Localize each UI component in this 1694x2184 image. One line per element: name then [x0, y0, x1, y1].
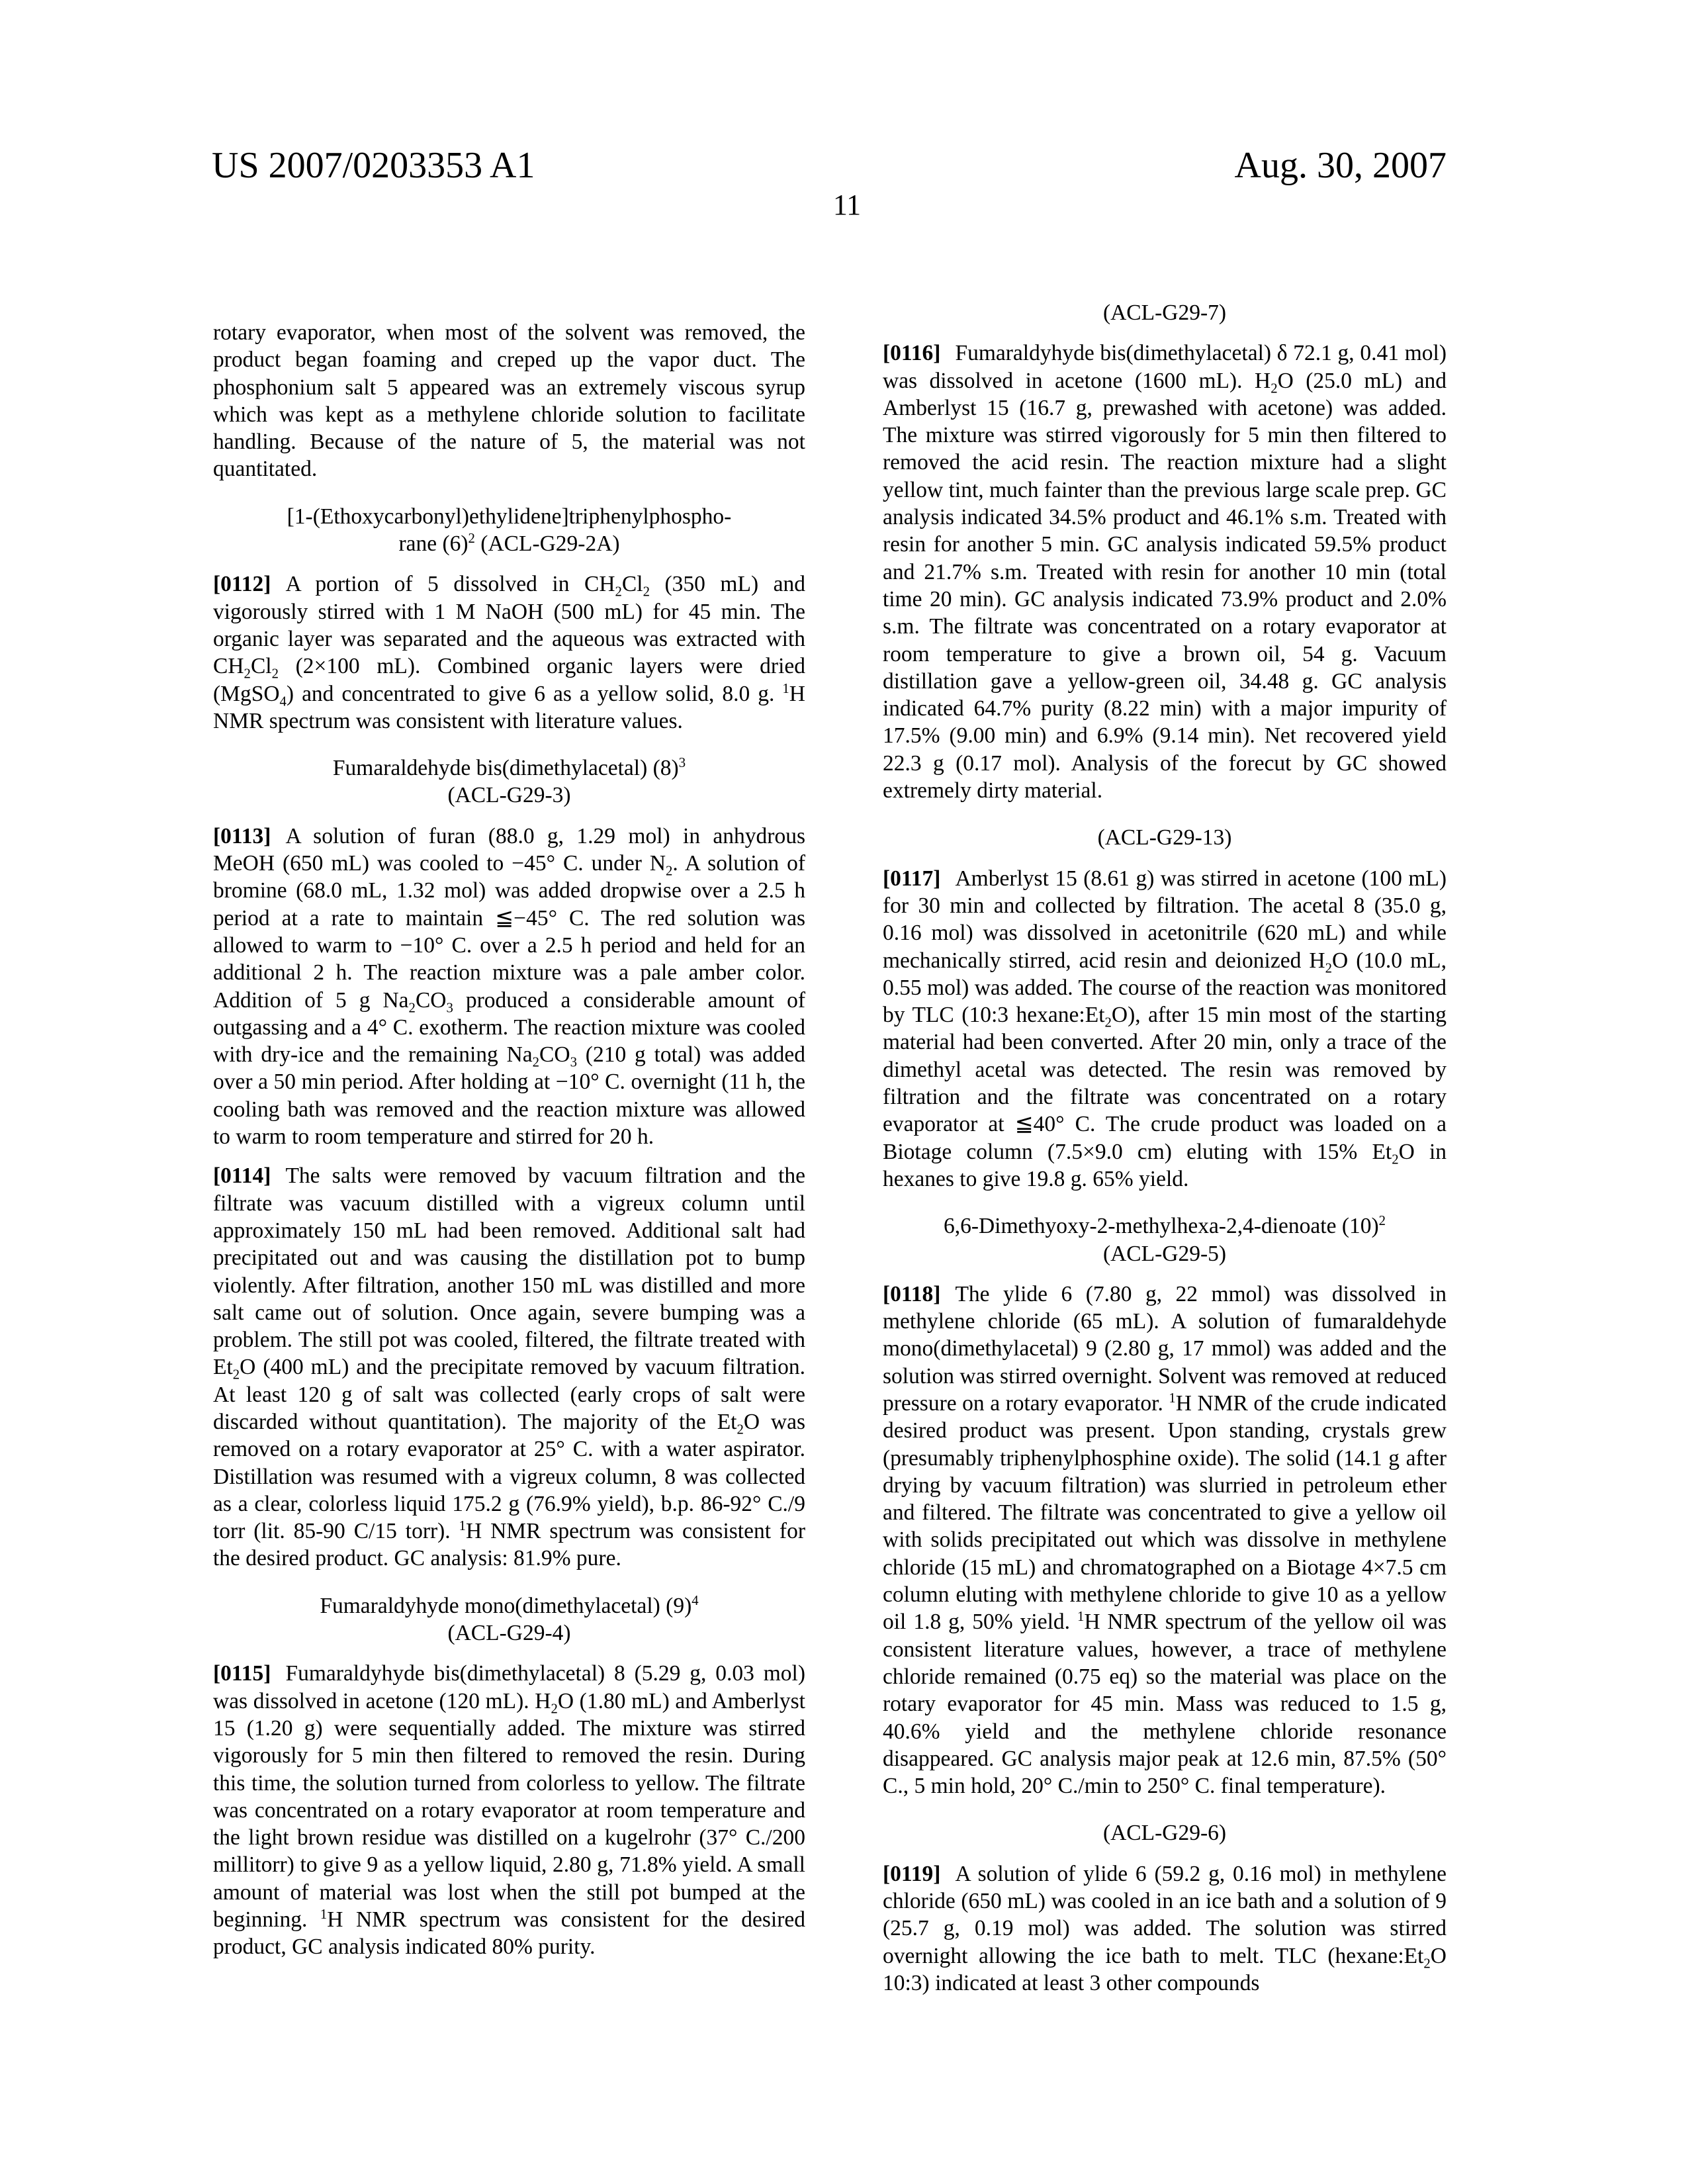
superscript: 1	[459, 1518, 466, 1533]
paragraph	[883, 340, 1447, 804]
text-run: CO	[539, 1042, 570, 1067]
publication-number: US 2007/0203353 A1	[212, 144, 535, 187]
text-run: Fumaraldyhyde bis(dimethylacetal) δ 72.1 g, 0.41 mol) was dissolved in acetone (1600 mL). H	[883, 341, 1447, 392]
text-run: O in hexanes to give 19.8 g. 65% yield.	[883, 1140, 1447, 1191]
paragraph	[213, 319, 805, 483]
heading-line	[213, 1592, 805, 1619]
section-heading	[883, 824, 1447, 851]
text-run: . A solution of bromine (68.0 mL, 1.32 mol) was added dropwise over a 2.5 h period at a rate to maintain ≦−45° C. The red solution was allowed to warm to −10° C. over a 2.5 h period and held for an additional 2 h. The reaction mixture was a pale amber color. Addition of 5 g Na	[213, 851, 805, 1012]
subscript: 2	[409, 1000, 416, 1015]
superscript: 1	[320, 1907, 327, 1922]
subscript: 2	[272, 666, 279, 682]
text-run: rotary evaporator, when most of the solvent was removed, the product began foaming and creped up the vapor duct. The phosphonium salt 5 appeared was an extremely viscous syrup which was kept as a methylene chloride solution to facilitate handling. Because of the nature of 5, the material was not quantitated.	[213, 320, 805, 481]
subscript: 2	[1423, 1956, 1430, 1971]
subscript: 2	[1105, 1015, 1112, 1030]
paragraph	[883, 865, 1447, 1193]
text-run: H NMR of the crude indicated desired product was present. Upon standing, crystals grew (presumably triphenylphosphine oxide). The solid (14.1 g after drying by vacuum filtration) was slurried in petroleum ether and filtered. The filtrate was concentrated to give a yellow oil with solids precipitated out which was dissolve in methylene chloride (15 mL) and chromatographed on a Biotage 4×7.5 cm column eluting with methylene chloride to give 10 as a yellow oil 1.8 g, 50% yield.	[883, 1391, 1447, 1634]
paragraph-number: [0116]	[883, 341, 940, 365]
heading-line	[213, 782, 805, 809]
paragraph	[213, 823, 805, 1151]
subscript: 2	[666, 864, 672, 879]
paragraph	[213, 570, 805, 735]
paragraph-number: [0114]	[213, 1163, 271, 1188]
text-run: H NMR spectrum was consistent for the desired product, GC analysis indicated 80% purity.	[213, 1907, 805, 1959]
text-run: H NMR spectrum of the yellow oil was consistent literature values, however, a trace of methylene chloride remained (0.75 eq) so the material was place on the rotary evaporator for 45 min. Mass was reduced to 1.5 g, 40.6% yield and the methylene chloride resonance disappeared. GC analysis major peak at 12.6 min, 87.5% (50° C., 5 min hold, 20° C./min to 250° C. final temperature).	[883, 1610, 1447, 1798]
heading-line	[213, 754, 805, 782]
section-heading	[883, 1212, 1447, 1267]
text-run: (350 mL) and vigorously stirred with 1 M NaOH (500 mL) for 45 min. The organic layer was separated and the aqueous was extracted with CH	[213, 572, 805, 678]
paragraph	[883, 1860, 1447, 1997]
text-run: (ACL-G29-2A)	[475, 531, 620, 556]
text-run: CO	[416, 988, 447, 1013]
paragraph-number: [0119]	[883, 1862, 940, 1886]
text-run: [1-(Ethoxycarbonyl)ethylidene]triphenylphospho-	[287, 504, 732, 529]
subscript: 2	[1392, 1152, 1398, 1167]
subscript: 2	[1325, 960, 1332, 976]
heading-line	[883, 1212, 1447, 1240]
text-run: (ACL-G29-7)	[1103, 300, 1226, 325]
text-run: ) and concentrated to give 6 as a yellow solid, 8.0 g.	[287, 682, 782, 706]
text-run: rane (6)	[398, 531, 468, 556]
text-run: (ACL-G29-13)	[1098, 825, 1232, 850]
text-run: Cl	[251, 654, 272, 678]
paragraph	[883, 1281, 1447, 1800]
heading-line	[213, 530, 805, 557]
heading-line	[883, 824, 1447, 851]
superscript: 1	[1169, 1390, 1175, 1406]
subscript: 2	[533, 1055, 539, 1070]
heading-line	[883, 1240, 1447, 1267]
publication-date: Aug. 30, 2007	[1235, 144, 1447, 187]
section-heading	[883, 299, 1447, 326]
text-run: The ylide 6 (7.80 g, 22 mmol) was dissolved in methylene chloride (65 mL). A solution of fumaraldehyde mono(dimethylacetal) 9 (2.80 g, 17 mmol) was added and the solution was stirred overnight. Solvent was removed at reduced pressure on a rotary evaporator.	[883, 1282, 1447, 1416]
subscript: 2	[643, 584, 650, 600]
subscript: 3	[570, 1055, 577, 1070]
paragraph-number: [0118]	[883, 1282, 940, 1306]
text-run: produced a considerable amount of outgassing and a 4° C. exotherm. The reaction mixture was cooled with dry-ice and the remaining Na	[213, 988, 805, 1068]
superscript: 2	[468, 531, 475, 546]
right-column	[883, 299, 1447, 2009]
superscript: 1	[782, 680, 789, 696]
paragraph	[213, 1660, 805, 1960]
superscript: 3	[679, 755, 686, 770]
text-run: O 10:3) indicated at least 3 other compounds	[883, 1944, 1447, 1995]
subscript: 2	[551, 1701, 557, 1716]
subscript: 2	[1270, 381, 1277, 396]
paragraph-number: [0112]	[213, 572, 271, 596]
text-run: 6,6-Dimethyoxy-2-methylhexa-2,4-dienoate (10)	[944, 1214, 1379, 1238]
text-run: O (400 mL) and the precipitate removed by vacuum filtration. At least 120 g of salt was collected (early crops of salt were discarded without quantitation). The majority of the Et	[213, 1355, 805, 1434]
section-heading	[883, 1819, 1447, 1846]
subscript: 4	[280, 694, 287, 709]
text-run: The salts were removed by vacuum filtration and the filtrate was vacuum distilled with a vigreux column until approximately 150 mL had been removed. Additional salt had precipitated out and was causing the distillation pot to bump violently. After filtration, another 150 mL was distilled and more salt came out of solution. Once again, severe bumping was a problem. The still pot was cooled, filtered, the filtrate treated with Et	[213, 1163, 805, 1379]
text-run: O), after 15 min most of the starting material had been converted. After 20 min, only a trace of the dimethyl acetal was detected. The resin was removed by filtration and the filtrate was concentrated on a rotary evaporator at ≦40° C. The crude product was loaded on a Biotage column (7.5×9.0 cm) eluting with 15% Et	[883, 1003, 1447, 1163]
text-run: H NMR spectrum was consistent for the desired product. GC analysis: 81.9% pure.	[213, 1519, 805, 1570]
subscript: 2	[737, 1422, 744, 1437]
text-run: (ACL-G29-6)	[1103, 1821, 1226, 1845]
section-heading	[213, 754, 805, 809]
text-run: O (1.80 mL) and Amberlyst 15 (1.20 g) were sequentially added. The mixture was stirred vigorously for 5 min then filtered to removed the resin. During this time, the solution turned from colorless to yellow. The filtrate was concentrated on a rotary evaporator at room temperature and the light brown residue was distilled on a kugelrohr (37° C./200 millitorr) to give 9 as a yellow liquid, 2.80 g, 71.8% yield. A small amount of material was lost when the still pot bumped at the beginning.	[213, 1689, 805, 1932]
text-run: Fumaraldyhyde mono(dimethylacetal) (9)	[320, 1594, 691, 1618]
left-column	[213, 319, 805, 1973]
heading-line	[213, 503, 805, 530]
paragraph-number: [0115]	[213, 1661, 271, 1686]
section-heading	[213, 1592, 805, 1647]
text-run: A solution of furan (88.0 g, 1.29 mol) in anhydrous MeOH (650 mL) was cooled to −45° C. under N	[213, 824, 805, 876]
superscript: 2	[1379, 1213, 1386, 1228]
subscript: 2	[615, 584, 622, 600]
text-run: O was removed on a rotary evaporator at 25° C. with a water aspirator. Distillation was resumed with a vigreux column, 8 was collected as a clear, colorless liquid 175.2 g (76.9% yield), b.p. 86-92° C./9 torr (lit. 85-90 C/15 torr).	[213, 1410, 805, 1543]
text-run: O (10.0 mL, 0.55 mol) was added. The course of the reaction was monitored by TLC (10:3 hexane:Et	[883, 948, 1447, 1028]
section-heading	[213, 503, 805, 558]
text-run: O (25.0 mL) and Amberlyst 15 (16.7 g, prewashed with acetone) was added. The mixture was stirred vigorously for 5 min then filtered to removed the acid resin. The reaction mixture had a slight yellow tint, much fainter than the previous large scale prep. GC analysis indicated 34.5% product and 46.1% s.m. Treated with resin for another 5 min. GC analysis indicated 59.5% product and 21.7% s.m. Treated with resin for another 10 min (total time 20 min). GC analysis indicated 73.9% product and 2.0% s.m. The filtrate was concentrated on a rotary evaporator at room temperature to give a brown oil, 54 g. Vacuum distillation gave a yellow-green oil, 34.48 g. GC analysis indicated 64.7% purity (8.22 min) with a major impurity of 17.5% (9.00 min) and 6.9% (9.14 min). Net recovered yield 22.3 g (0.17 mol). Analysis of the forecut by GC showed extremely dirty material.	[883, 369, 1447, 803]
paragraph-number: [0113]	[213, 824, 271, 848]
text-run: (210 g total) was added over a 50 min period. After holding at −10° C. overnight (11 h, the cooling bath was removed and the reaction mixture was allowed to warm to room temperature and stirred for 20 h.	[213, 1042, 805, 1149]
text-run: Fumaraldyhyde bis(dimethylacetal) 8 (5.29 g, 0.03 mol) was dissolved in acetone (120 mL). H	[213, 1661, 805, 1713]
heading-line	[883, 1819, 1447, 1846]
paragraph-number: [0117]	[883, 866, 940, 891]
superscript: 4	[691, 1593, 698, 1608]
heading-line	[883, 299, 1447, 326]
superscript: 1	[1077, 1609, 1084, 1624]
text-run: (ACL-G29-3)	[447, 783, 570, 807]
text-run: A portion of 5 dissolved in CH	[285, 572, 615, 596]
subscript: 2	[233, 1367, 240, 1383]
text-run: Amberlyst 15 (8.61 g) was stirred in acetone (100 mL) for 30 min and collected by filtration. The acetal 8 (35.0 g, 0.16 mol) was dissolved in acetonitrile (620 mL) and while mechanically stirred, acid resin and deionized H	[883, 866, 1447, 973]
text-run: H NMR spectrum was consistent with literature values.	[213, 682, 805, 733]
subscript: 2	[244, 666, 251, 682]
text-run: (2×100 mL). Combined organic layers were dried (MgSO	[213, 654, 805, 705]
page-number: 11	[0, 188, 1694, 222]
heading-line	[213, 1619, 805, 1647]
paragraph	[213, 1162, 805, 1572]
text-run: A solution of ylide 6 (59.2 g, 0.16 mol) in methylene chloride (650 mL) was cooled in an ice bath and a solution of 9 (25.7 g, 0.19 mol) was added. The solution was stirred overnight allowing the ice bath to melt. TLC (hexane:Et	[883, 1862, 1447, 1968]
text-run: Cl	[622, 572, 643, 596]
text-run: (ACL-G29-5)	[1103, 1242, 1226, 1266]
text-run: (ACL-G29-4)	[447, 1621, 570, 1645]
subscript: 3	[446, 1000, 453, 1015]
text-run: Fumaraldehyde bis(dimethylacetal) (8)	[333, 756, 679, 780]
